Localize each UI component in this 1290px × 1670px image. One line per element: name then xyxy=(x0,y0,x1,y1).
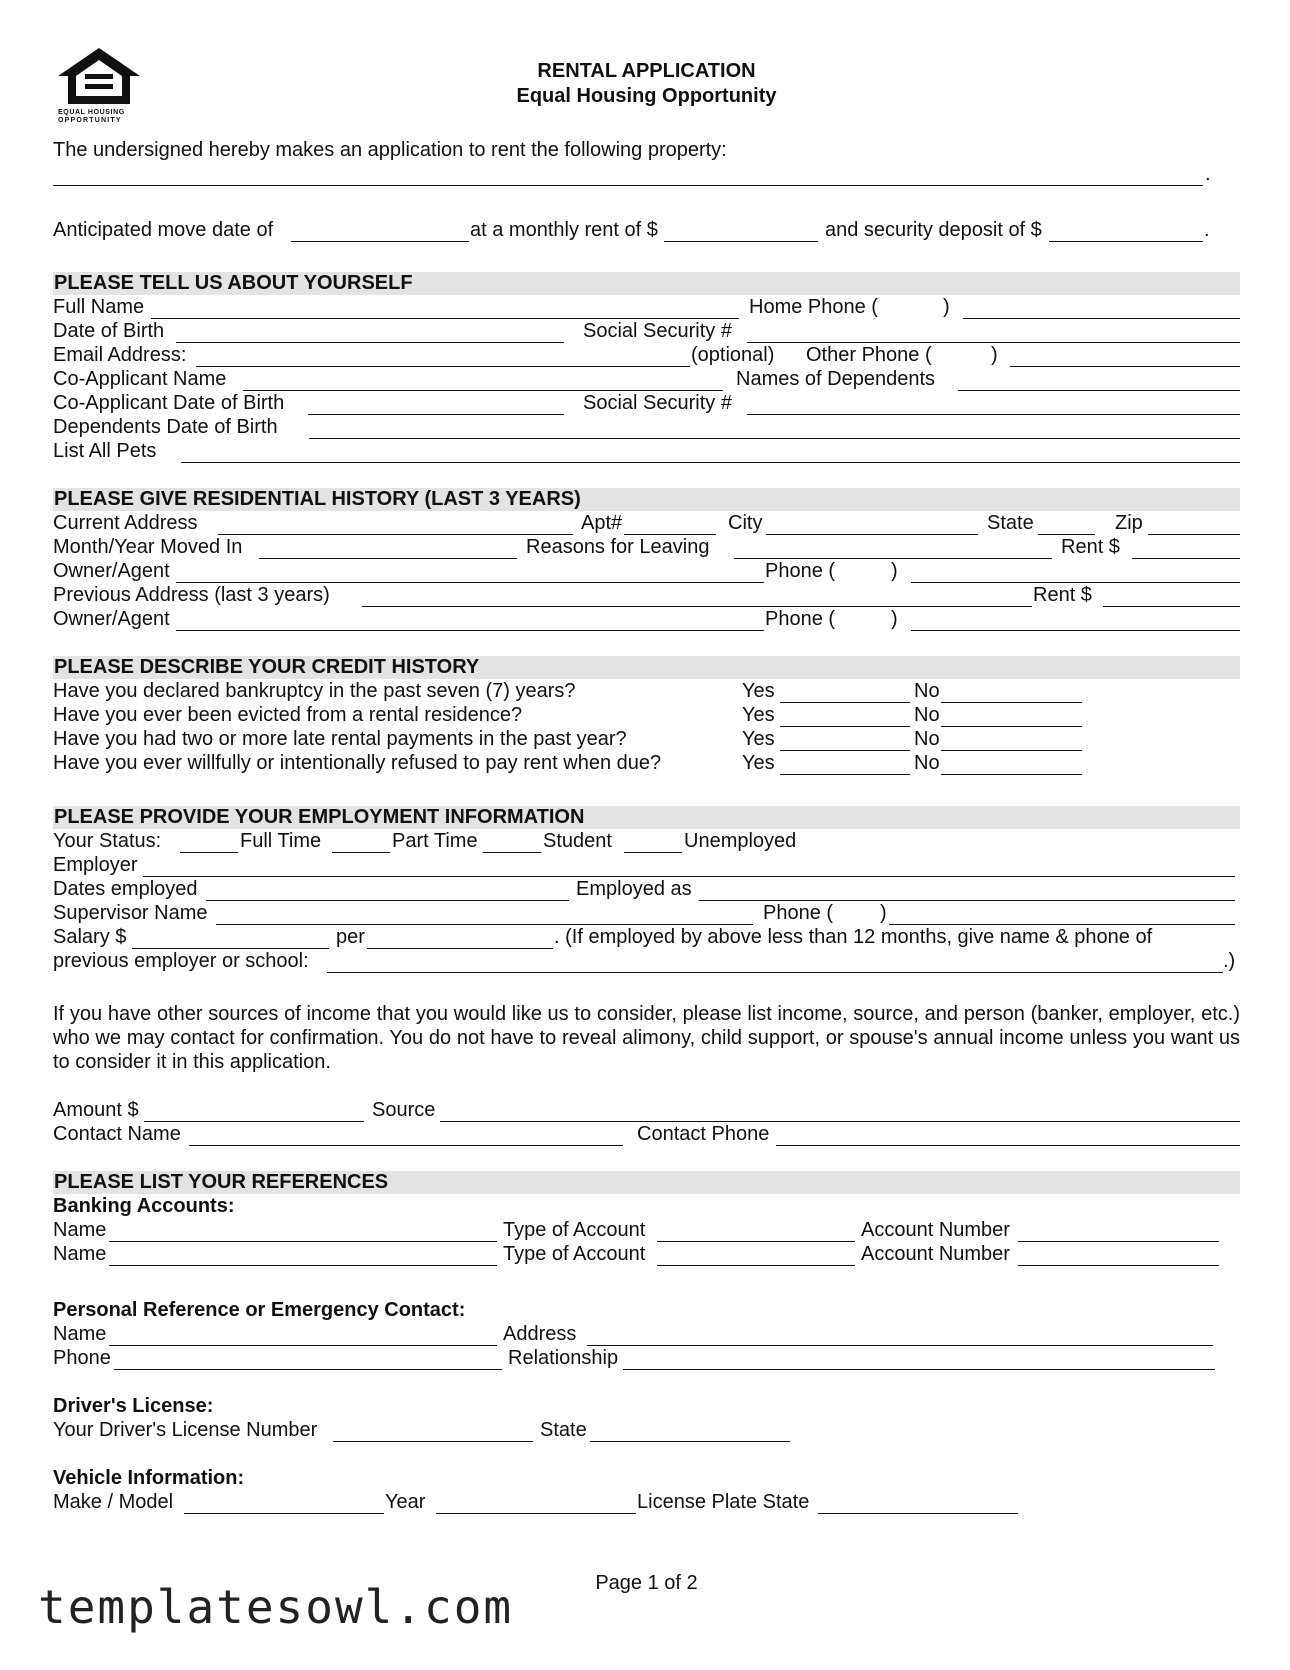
relationship-label: Relationship xyxy=(508,1347,619,1369)
section-references: PLEASE LIST YOUR REFERENCES xyxy=(53,1171,1240,1194)
license-state-field[interactable] xyxy=(590,1422,790,1442)
no-field[interactable] xyxy=(941,707,1082,727)
salary-label: Salary $ xyxy=(53,926,127,948)
employed-as-label: Employed as xyxy=(576,878,692,900)
co-applicant-dob-field[interactable] xyxy=(308,395,564,415)
account-type-label: Type of Account xyxy=(503,1243,646,1265)
current-address-field[interactable] xyxy=(218,515,573,535)
credit-row xyxy=(53,679,1240,703)
dob-field[interactable] xyxy=(176,323,564,343)
dependents-dob-label: Dependents Date of Birth xyxy=(53,416,278,438)
optional-label: (optional) xyxy=(691,344,775,366)
plate-state-label: License Plate State xyxy=(637,1491,810,1513)
student-label: Student xyxy=(543,830,612,852)
city-label: City xyxy=(728,512,763,534)
full-name-label: Full Name xyxy=(53,296,145,318)
section-residential: PLEASE GIVE RESIDENTIAL HISTORY (LAST 3 YEARS) xyxy=(53,488,1240,511)
dependents-names-label: Names of Dependents xyxy=(736,368,936,390)
logo-text-2: OPPORTUNITY xyxy=(58,117,122,124)
part-time-field[interactable] xyxy=(332,833,390,853)
co-applicant-name-field[interactable] xyxy=(243,371,723,391)
account-type-field[interactable] xyxy=(657,1246,855,1266)
bank-name-field[interactable] xyxy=(109,1222,497,1242)
credit-question: Have you had two or more late rental payments in the past year? xyxy=(53,728,627,750)
move-date-field[interactable] xyxy=(291,222,469,242)
section-credit: PLEASE DESCRIBE YOUR CREDIT HISTORY xyxy=(53,656,1240,679)
section-employment: PLEASE PROVIDE YOUR EMPLOYMENT INFORMATION xyxy=(53,806,1240,829)
owner-agent-field[interactable] xyxy=(176,563,764,583)
make-model-label: Make / Model xyxy=(53,1491,174,1513)
pets-field[interactable] xyxy=(181,443,1240,463)
amount-label: Amount $ xyxy=(53,1099,139,1121)
year-label: Year xyxy=(385,1491,426,1513)
account-number-field[interactable] xyxy=(1018,1222,1219,1242)
dependents-names-field[interactable] xyxy=(958,371,1240,391)
pets-label: List All Pets xyxy=(53,440,157,462)
ssn-field[interactable] xyxy=(747,323,1240,343)
rent-field[interactable] xyxy=(1132,539,1240,559)
previous-owner-phone-field[interactable] xyxy=(911,611,1240,631)
dob-label: Date of Birth xyxy=(53,320,165,342)
previous-address-label: Previous Address (last 3 years) xyxy=(53,584,330,606)
apt-label: Apt# xyxy=(581,512,623,534)
employer-label: Employer xyxy=(53,854,138,876)
source-field[interactable] xyxy=(440,1102,1240,1122)
reference-name-field[interactable] xyxy=(109,1326,497,1346)
bank-name-label: Name xyxy=(53,1219,107,1241)
contact-phone-field[interactable] xyxy=(776,1126,1240,1146)
form-page: RENTAL APPLICATION Equal Housing Opportunity The undersigned hereby makes an application to rent the following property: . Anticipated move date of at a monthly rent of $ and security deposit of $ . PLEASE TELL US ABOUT YOURSELF Full Name Home Phone ( ) Date of Birth Social Security # Email Address: (optional) Other Phone ( ) Co-Applicant Name Names of Dependents Co-Applicant Date of Birth Social Security # Dependents Date of Birth List All Pets PLEASE GIVE RESIDENTIAL HISTORY (LAST 3 YEARS) Current Address Apt# City State Zip Month/Year Moved In Reasons for Leaving Rent $ Owner/Agent Phone ( ) Previous Address (last 3 years) Rent $ Owner/Agent Phone ( ) PLEASE DESCRIBE YOUR CREDIT HISTORY Have you declared bankruptcy in the past seven (7) years? Yes No Have you ever been evicted from a rental residence? Yes No Have you had two or more late rental payments in the past year? Yes No Have you ever willfully or intentionally refused to pay rent when due? Yes No PLEASE PROVIDE YOUR EMPLOYMENT INFORMATION Your Status: Full Time Part Time Student Unemployed Employer Dates employed Employed as Supervisor Name Phone ( ) Salary $ per . (If employed by above less than 12 months, give name & phone of previous employer or school: .) If you have other sources of income that you would like us to consider, please list income, source, and person (banker, employer, etc.) who we may contact for confirmation. You do not have to reveal alimony, child support, or spouse's annual income unless you want us to consider it in this application. Amount $ Source Contact Name Contact Phone PLEASE LIST YOUR REFERENCES Banking Accounts: Name Type of Account Account Number Name Type of Account Account Number Personal Reference or Emergency Contact: Name Address Phone Relationship Driver's License: Your Driver's License Number State Vehicle Information: Make / Model Year License Plate State Page 1 of 2 xyxy=(53,60,1240,1594)
credit-row xyxy=(53,727,1240,751)
yes-label: Yes xyxy=(742,680,775,702)
co-applicant-dob-label: Co-Applicant Date of Birth xyxy=(53,392,285,414)
previous-rent-label: Rent $ xyxy=(1033,584,1092,606)
no-label: No xyxy=(914,704,940,726)
previous-owner-field[interactable] xyxy=(176,611,764,631)
reference-address-field[interactable] xyxy=(587,1326,1213,1346)
moved-in-field[interactable] xyxy=(259,539,517,559)
reference-phone-field[interactable] xyxy=(114,1350,502,1370)
owner-phone-label: Phone ( xyxy=(765,560,836,582)
contact-phone-label: Contact Phone xyxy=(637,1123,770,1145)
deposit-field[interactable] xyxy=(1049,222,1203,242)
previous-address-field[interactable] xyxy=(362,587,1032,607)
yes-field[interactable] xyxy=(780,683,910,703)
home-phone-field[interactable] xyxy=(963,299,1240,319)
owner-agent-label: Owner/Agent xyxy=(53,560,170,582)
unemployed-label: Unemployed xyxy=(684,830,797,852)
page-subtitle: Equal Housing Opportunity xyxy=(516,85,777,107)
contact-name-label: Contact Name xyxy=(53,1123,181,1145)
monthly-rent-label: at a monthly rent of $ xyxy=(470,219,658,241)
home-phone-label: Home Phone ( xyxy=(749,296,878,318)
ssn-label: Social Security # xyxy=(583,320,732,342)
salary-field[interactable] xyxy=(132,929,329,949)
deposit-label: and security deposit of $ xyxy=(825,219,1042,241)
banking-heading: Banking Accounts: xyxy=(53,1195,235,1217)
previous-rent-field[interactable] xyxy=(1103,587,1240,607)
status-label: Your Status: xyxy=(53,830,162,852)
page-number: Page 1 of 2 xyxy=(595,1572,698,1594)
student-field[interactable] xyxy=(483,833,541,853)
contact-name-field[interactable] xyxy=(189,1126,623,1146)
previous-employer-label: previous employer or school: xyxy=(53,950,309,972)
other-phone-label: Other Phone ( xyxy=(806,344,932,366)
full-time-field[interactable] xyxy=(180,833,238,853)
supervisor-label: Supervisor Name xyxy=(53,902,208,924)
reasons-label: Reasons for Leaving xyxy=(526,536,710,558)
property-field[interactable] xyxy=(53,166,1203,186)
bank-name-label: Name xyxy=(53,1243,107,1265)
watermark: templatesowl.com xyxy=(38,1580,514,1634)
source-label: Source xyxy=(372,1099,436,1121)
credit-row xyxy=(53,751,1240,775)
yes-field[interactable] xyxy=(780,731,910,751)
email-field[interactable] xyxy=(196,347,690,367)
license-heading: Driver's License: xyxy=(53,1395,214,1417)
rent-label: Rent $ xyxy=(1061,536,1120,558)
yes-label: Yes xyxy=(742,752,775,774)
no-field[interactable] xyxy=(941,755,1082,775)
license-number-field[interactable] xyxy=(333,1422,533,1442)
personal-reference-heading: Personal Reference or Emergency Contact: xyxy=(53,1299,466,1321)
yes-label: Yes xyxy=(742,728,775,750)
owner-phone-field[interactable] xyxy=(911,563,1240,583)
credit-question: Have you ever willfully or intentionally refused to pay rent when due? xyxy=(53,752,662,774)
account-type-label: Type of Account xyxy=(503,1219,646,1241)
supervisor-field[interactable] xyxy=(216,905,753,925)
no-label: No xyxy=(914,728,940,750)
moved-in-label: Month/Year Moved In xyxy=(53,536,243,558)
reasons-field[interactable] xyxy=(734,539,1052,559)
move-date-label: Anticipated move date of xyxy=(53,219,274,241)
account-number-label: Account Number xyxy=(861,1243,1010,1265)
section-about: PLEASE TELL US ABOUT YOURSELF xyxy=(53,272,1240,295)
yes-field[interactable] xyxy=(780,707,910,727)
supervisor-phone-label: Phone ( xyxy=(763,902,834,924)
page-title: RENTAL APPLICATION xyxy=(537,60,756,82)
no-label: No xyxy=(914,680,940,702)
previous-owner-label: Owner/Agent xyxy=(53,608,170,630)
dates-employed-field[interactable] xyxy=(206,881,569,901)
supervisor-phone-field[interactable] xyxy=(889,905,1235,925)
credit-row xyxy=(53,703,1240,727)
unemployed-field[interactable] xyxy=(624,833,682,853)
license-state-label: State xyxy=(540,1419,587,1441)
employer-field[interactable] xyxy=(143,857,1235,877)
reference-phone-label: Phone xyxy=(53,1347,111,1369)
plate-state-field[interactable] xyxy=(818,1494,1018,1514)
other-phone-field[interactable] xyxy=(1010,347,1240,367)
credit-question: Have you declared bankruptcy in the past seven (7) years? xyxy=(53,680,576,702)
logo-text-1: EQUAL HOUSING xyxy=(58,109,125,116)
yes-label: Yes xyxy=(742,704,775,726)
previous-employer-field[interactable] xyxy=(327,953,1223,973)
yes-field[interactable] xyxy=(780,755,910,775)
relationship-field[interactable] xyxy=(623,1350,1215,1370)
zip-field[interactable] xyxy=(1148,515,1240,535)
state-label: State xyxy=(987,512,1034,534)
part-time-label: Part Time xyxy=(392,830,478,852)
make-model-field[interactable] xyxy=(184,1494,384,1514)
license-number-label: Your Driver's License Number xyxy=(53,1419,318,1441)
monthly-rent-field[interactable] xyxy=(664,222,818,242)
email-label: Email Address: xyxy=(53,344,187,366)
no-label: No xyxy=(914,752,940,774)
full-time-label: Full Time xyxy=(240,830,322,852)
state-field[interactable] xyxy=(1038,515,1095,535)
co-applicant-ssn-label: Social Security # xyxy=(583,392,732,414)
per-label: per xyxy=(336,926,365,948)
previous-owner-phone-label: Phone ( xyxy=(765,608,836,630)
income-paragraph: If you have other sources of income that you would like us to consider, please list income, source, and person (banker, employer, etc.) who we may contact for confirmation. You do not have to reveal alimony, child support, or spouse's annual income unless you want us to consider it in this application. xyxy=(53,1003,1240,1073)
account-type-field[interactable] xyxy=(657,1222,855,1242)
employment-note: . (If employed by above less than 12 months, give name & phone of xyxy=(554,926,1153,948)
reference-address-label: Address xyxy=(503,1323,577,1345)
account-number-field[interactable] xyxy=(1018,1246,1219,1266)
current-address-label: Current Address xyxy=(53,512,198,534)
intro-statement: The undersigned hereby makes an application to rent the following property: xyxy=(53,139,727,161)
zip-label: Zip xyxy=(1115,512,1143,534)
amount-field[interactable] xyxy=(144,1102,364,1122)
apt-field[interactable] xyxy=(624,515,716,535)
employed-as-field[interactable] xyxy=(699,881,1235,901)
co-applicant-name-label: Co-Applicant Name xyxy=(53,368,227,390)
bank-name-field[interactable] xyxy=(109,1246,497,1266)
city-field[interactable] xyxy=(766,515,978,535)
co-applicant-ssn-field[interactable] xyxy=(747,395,1240,415)
per-field[interactable] xyxy=(367,929,553,949)
vehicle-heading: Vehicle Information: xyxy=(53,1467,245,1489)
credit-question: Have you ever been evicted from a rental residence? xyxy=(53,704,523,726)
dates-employed-label: Dates employed xyxy=(53,878,198,900)
year-field[interactable] xyxy=(436,1494,636,1514)
account-number-label: Account Number xyxy=(861,1219,1010,1241)
reference-name-label: Name xyxy=(53,1323,107,1345)
no-field[interactable] xyxy=(941,683,1082,703)
full-name-field[interactable] xyxy=(151,299,739,319)
no-field[interactable] xyxy=(941,731,1082,751)
dependents-dob-field[interactable] xyxy=(309,419,1240,439)
